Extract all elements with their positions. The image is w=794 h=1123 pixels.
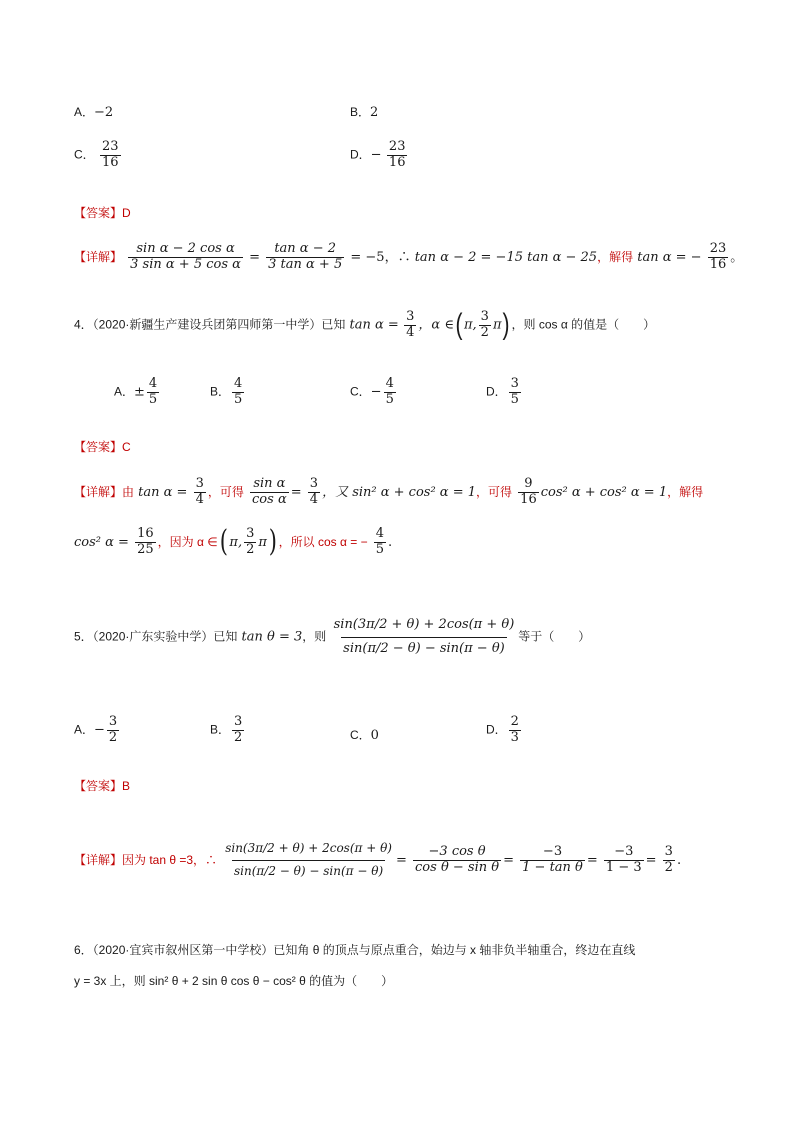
- option-letter: C．: [350, 384, 371, 399]
- detail-fraction: $\frac{9}{16}$: [520, 476, 537, 507]
- detail-label: 【详解】: [74, 484, 123, 499]
- answer-value: D: [122, 206, 131, 220]
- q3-option-d[interactable]: D．− $\frac{23}{16}$: [350, 139, 406, 170]
- option-letter: D．: [486, 384, 507, 399]
- option-fraction: $\frac{23}{16}$: [388, 139, 406, 170]
- option-fraction: $\frac{3}{2}$: [108, 714, 118, 745]
- detail-fraction: $\frac{\text{−3 cos θ}}{\text{cos θ − sin θ}}$: [415, 843, 500, 875]
- q5-option-d[interactable]: [486, 715, 523, 746]
- q3-answer: [74, 204, 131, 221]
- option-letter: A．: [114, 384, 135, 399]
- q5-answer: [74, 777, 130, 794]
- option-fraction: $\frac{23}{16}$: [102, 139, 119, 170]
- detail-fraction: $\frac{\sin(3\pi/2 + \theta) + 2\cos(\pi + \theta)}{\sin(\pi/2 - \theta) - \sin(\pi - \theta)}$: [225, 841, 392, 878]
- q4-detail-line-1: 【详解】由 tan α = $\frac{3}{4}$ ，可得 $\frac{\text{sin α}}{\text{cos α}}$ = $\frac{3}{4}$ ，又 sin² α + cos² α = 1，可得 $\frac{9}{16}$ cos² α + cos² α = 1，解得: [74, 476, 704, 507]
- q4-answer: [74, 438, 131, 455]
- answer-value: B: [122, 779, 131, 793]
- detail-result: $\frac{3}{2}$: [664, 843, 673, 875]
- q4-option-c[interactable]: C．− $\frac{4}{5}$: [350, 376, 394, 407]
- q5-option-b[interactable]: [210, 715, 246, 746]
- detail-fraction: $\frac{3}{4}$: [309, 476, 319, 507]
- q5-option-a[interactable]: A．− $\frac{3}{2}$: [74, 714, 118, 745]
- q4-stem-prefix: 4．（2020·新疆生产建设兵团第四师第一中学）已知: [74, 317, 346, 332]
- detail-fraction: $\frac{\text{sin α}}{\text{cos α}}$: [252, 476, 287, 507]
- detail-label: 【详解】: [74, 852, 123, 867]
- answer-label: 【答案】: [74, 779, 123, 793]
- detail-fraction: $\frac{-3}{1 - 3}$: [605, 843, 642, 875]
- option-value: 2: [370, 105, 379, 120]
- q4-option-d[interactable]: [486, 377, 523, 408]
- option-letter: C．: [74, 147, 95, 162]
- answer-label: 【答案】: [74, 206, 123, 220]
- option-letter: D．: [486, 722, 507, 737]
- q4-option-b[interactable]: [210, 377, 246, 408]
- option-fraction: $\frac{4}{5}$: [148, 376, 158, 407]
- detail-fraction: $\frac{3}{2}$: [246, 526, 255, 557]
- option-fraction: $\frac{4}{5}$: [234, 376, 243, 407]
- answer-value: C: [122, 440, 131, 454]
- q4-tan-fraction: $\frac{3}{4}$: [406, 309, 415, 340]
- option-fraction: $\frac{2}{3}$: [510, 714, 519, 745]
- q3-option-a[interactable]: [74, 103, 113, 120]
- option-value: 0: [370, 728, 379, 743]
- option-letter: B．: [210, 722, 231, 737]
- option-letter: B．: [210, 384, 231, 399]
- option-fraction: $\frac{3}{2}$: [234, 714, 243, 745]
- detail-fraction: $\frac{16}{25}$: [137, 526, 154, 557]
- detail-label: 【详解】: [74, 249, 123, 264]
- option-value: −2: [94, 105, 114, 120]
- q5-detail: 【详解】因为 tan θ =3，∴ $\frac{\sin(3\pi/2 + \theta) + 2\cos(\pi + \theta)}{\sin(\pi/2 - \theta) - \sin(\pi - \theta)}$ = $\frac{\text{−3 cos θ}}{\text{cos θ − sin θ}}$ = $\frac{-3}{\text{1 − tan θ}}$ = $\frac{-3}{1 - 3}$ = $\frac{3}{2}$ .: [74, 841, 682, 878]
- q4-option-a[interactable]: A．± $\frac{4}{5}$: [114, 376, 158, 407]
- detail-fraction-2: $\frac{\text{tan α − 2}}{\text{3 tan α + 5}}$: [268, 241, 343, 272]
- q5-expression: $\frac{\sin(3\pi/2 + \theta) + 2\cos(\pi + \theta)}{\sin(\pi/2 - \theta) - \sin(\pi - \theta)}$: [333, 617, 515, 656]
- detail-fraction: $\frac{-3}{\text{1 − tan θ}}$: [522, 843, 583, 875]
- q6-stem-line-2: y = 3x 上，则 sin² θ + 2 sin θ cos θ − cos² θ 的值为（ ）: [74, 974, 394, 988]
- option-letter: A．: [74, 105, 95, 119]
- option-letter: B．: [350, 105, 371, 119]
- detail-fraction: $\frac{3}{4}$: [195, 476, 204, 507]
- q3-option-b[interactable]: [350, 103, 378, 120]
- q5-stem-prefix: 5．（2020·广东实验中学）已知: [74, 629, 238, 644]
- option-letter: C．: [350, 728, 371, 742]
- q5-stem: 5．（2020·广东实验中学）已知 tan θ = 3，则 $\frac{\sin(3\pi/2 + \theta) + 2\cos(\pi + \theta)}{\sin(\pi/2 - \theta) - \sin(\pi - \theta)}$ 等于（ ）: [74, 617, 591, 656]
- q3-option-c[interactable]: [74, 140, 123, 171]
- q3-detail: 【详解】 $\frac{\text{sin α − 2 cos α}}{\text{3 sin α + 5 cos α}}$ = $\frac{\text{tan α − 2}}{\text{3 tan α + 5}}$ = −5，∴ tan α − 2 = −15 tan α − 25，解得 tan α = − $\frac{23}{16}$ 。: [74, 241, 744, 272]
- option-fraction: $\frac{3}{5}$: [510, 376, 519, 407]
- q4-detail-line-2: cos² α = $\frac{16}{25}$ ，因为 α ∈( π, $\frac{3}{2}$ π) ，所以 cos α = − $\frac{4}{5}$ .: [74, 524, 393, 560]
- detail-fraction: $\frac{4}{5}$: [375, 526, 385, 557]
- q5-option-c[interactable]: [350, 726, 379, 743]
- q4-interval-fraction: $\frac{3}{2}$: [480, 309, 489, 340]
- option-letter: D．: [350, 147, 371, 162]
- q6-stem-line-1: 6．（2020·宜宾市叙州区第一中学校）已知角 θ 的顶点与原点重合，始边与 x 轴非负半轴重合，终边在直线: [74, 943, 636, 957]
- answer-label: 【答案】: [74, 440, 123, 454]
- detail-fraction-1: $\frac{\text{sin α − 2 cos α}}{\text{3 sin α + 5 cos α}}$: [130, 241, 241, 272]
- option-letter: A．: [74, 722, 95, 737]
- detail-result: $\frac{23}{16}$: [709, 241, 727, 272]
- q4-stem: 4．（2020·新疆生产建设兵团第四师第一中学）已知 tan α = $\frac{3}{4}$ ，α ∈( π, $\frac{3}{2}$ π) ，则 cos α 的值是（ ）: [74, 308, 656, 342]
- option-fraction: $\frac{4}{5}$: [385, 376, 394, 407]
